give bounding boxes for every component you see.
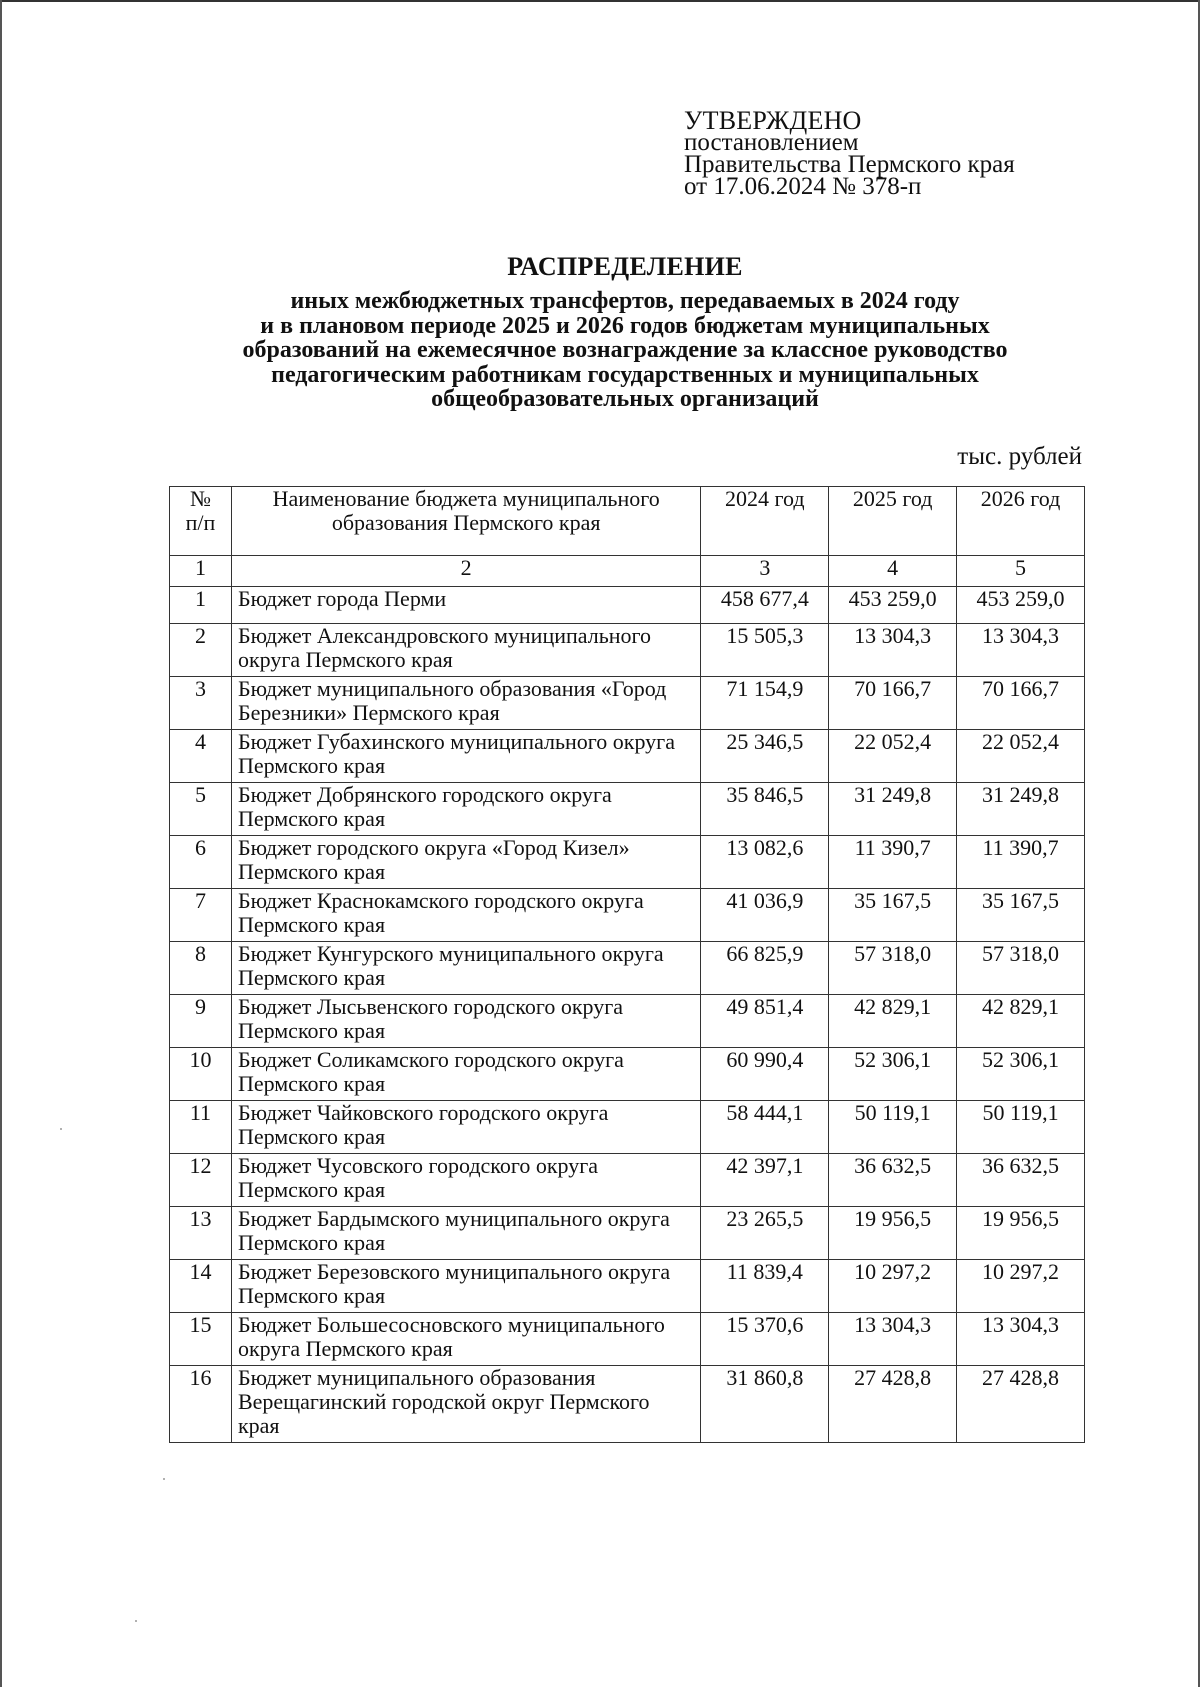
value-2024: 23 265,5	[701, 1207, 829, 1260]
budget-name: Бюджет Лысьвенского городского округа Пермского края	[231, 995, 700, 1048]
row-number: 5	[170, 783, 232, 836]
value-2026: 42 829,1	[957, 995, 1085, 1048]
budget-name: Бюджет Чусовского городского округа Пермского края	[231, 1154, 700, 1207]
value-2026: 11 390,7	[957, 836, 1085, 889]
value-2025: 453 259,0	[829, 587, 957, 624]
approval-line-3: от 17.06.2024 № 378-п	[684, 173, 922, 200]
value-2024: 35 846,5	[701, 783, 829, 836]
value-2026: 35 167,5	[957, 889, 1085, 942]
table-row	[170, 677, 1085, 730]
value-2025: 42 829,1	[829, 995, 957, 1048]
value-2026: 70 166,7	[957, 677, 1085, 730]
budget-name: Бюджет Добрянского городского округа Пермского края	[231, 783, 700, 836]
value-2024: 13 082,6	[701, 836, 829, 889]
scan-speck	[60, 1128, 62, 1130]
row-number: 14	[170, 1260, 232, 1313]
value-2024: 15 505,3	[701, 624, 829, 677]
value-2024: 66 825,9	[701, 942, 829, 995]
row-number: 4	[170, 730, 232, 783]
table-row	[170, 889, 1085, 942]
value-2024: 41 036,9	[701, 889, 829, 942]
table-row	[170, 730, 1085, 783]
header-name-line2: образования Пермского края	[331, 510, 601, 535]
value-2024: 71 154,9	[701, 677, 829, 730]
table-row	[170, 1366, 1085, 1443]
row-number: 13	[170, 1207, 232, 1260]
value-2025: 27 428,8	[829, 1366, 957, 1443]
header-2024: 2024 год	[701, 487, 829, 556]
subtitle-line: общеобразовательных организаций	[431, 386, 819, 412]
value-2026: 453 259,0	[957, 587, 1085, 624]
value-2025: 70 166,7	[829, 677, 957, 730]
allocation-table	[169, 486, 1085, 1443]
approval-stamp-block	[684, 106, 1015, 200]
column-index: 3	[701, 556, 829, 587]
budget-name: Бюджет Краснокамского городского округа Пермского края	[231, 889, 700, 942]
value-2025: 57 318,0	[829, 942, 957, 995]
budget-name: Бюджет городского округа «Город Кизел» Пермского края	[231, 836, 700, 889]
table-row	[170, 1101, 1085, 1154]
budget-name: Бюджет муниципального образования Верещагинский городской округ Пермского края	[231, 1366, 700, 1443]
header-2026: 2026 год	[957, 487, 1085, 556]
value-2026: 13 304,3	[957, 1313, 1085, 1366]
row-number: 12	[170, 1154, 232, 1207]
column-index: 4	[829, 556, 957, 587]
page-edge-top	[0, 0, 1200, 2]
value-2024: 58 444,1	[701, 1101, 829, 1154]
value-2025: 13 304,3	[829, 624, 957, 677]
subtitle-line: образований на ежемесячное вознаграждение за классное руководство	[242, 337, 1008, 363]
value-2025: 19 956,5	[829, 1207, 957, 1260]
column-index: 1	[170, 556, 232, 587]
table-row	[170, 995, 1085, 1048]
header-2025: 2025 год	[829, 487, 957, 556]
row-number: 10	[170, 1048, 232, 1101]
budget-name: Бюджет Березовского муниципального округа Пермского края	[231, 1260, 700, 1313]
row-number: 3	[170, 677, 232, 730]
value-2025: 35 167,5	[829, 889, 957, 942]
value-2026: 22 052,4	[957, 730, 1085, 783]
table-row	[170, 942, 1085, 995]
budget-name: Бюджет Большесосновского муниципального округа Пермского края	[231, 1313, 700, 1366]
value-2025: 31 249,8	[829, 783, 957, 836]
value-2025: 11 390,7	[829, 836, 957, 889]
column-index-row	[170, 556, 1085, 587]
value-2024: 49 851,4	[701, 995, 829, 1048]
column-index: 5	[957, 556, 1085, 587]
table-header-row	[170, 487, 1085, 556]
budget-name: Бюджет Соликамского городского округа Пермского края	[231, 1048, 700, 1101]
table-row	[170, 783, 1085, 836]
value-2026: 13 304,3	[957, 624, 1085, 677]
row-number: 1	[170, 587, 232, 624]
value-2026: 57 318,0	[957, 942, 1085, 995]
value-2026: 19 956,5	[957, 1207, 1085, 1260]
document-title: РАСПРЕДЕЛЕНИЕ	[507, 252, 743, 281]
row-number: 6	[170, 836, 232, 889]
value-2026: 36 632,5	[957, 1154, 1085, 1207]
value-2026: 50 119,1	[957, 1101, 1085, 1154]
value-2024: 15 370,6	[701, 1313, 829, 1366]
value-2026: 10 297,2	[957, 1260, 1085, 1313]
value-2025: 50 119,1	[829, 1101, 957, 1154]
row-number: 7	[170, 889, 232, 942]
budget-name: Бюджет Бардымского муниципального округа Пермского края	[231, 1207, 700, 1260]
table-row	[170, 1207, 1085, 1260]
units-label: тыс. рублей	[957, 443, 1082, 470]
value-2026: 31 249,8	[957, 783, 1085, 836]
budget-name: Бюджет города Перми	[231, 587, 700, 624]
value-2026: 52 306,1	[957, 1048, 1085, 1101]
value-2025: 13 304,3	[829, 1313, 957, 1366]
table-row	[170, 587, 1085, 624]
approval-line-1: постановлением	[684, 129, 859, 156]
header-name-line1: Наименование бюджета муниципального	[272, 486, 660, 511]
budget-name: Бюджет Кунгурского муниципального округа Пермского края	[231, 942, 700, 995]
row-number: 9	[170, 995, 232, 1048]
value-2024: 25 346,5	[701, 730, 829, 783]
table-row	[170, 624, 1085, 677]
table-row	[170, 1260, 1085, 1313]
budget-name: Бюджет муниципального образования «Город Березники» Пермского края	[231, 677, 700, 730]
header-number-line2: п/п	[185, 510, 216, 535]
header-number	[170, 487, 232, 556]
budget-name: Бюджет Губахинского муниципального округа Пермского края	[231, 730, 700, 783]
value-2024: 31 860,8	[701, 1366, 829, 1443]
document-subtitle	[160, 289, 1090, 412]
column-index: 2	[231, 556, 700, 587]
table-row	[170, 1154, 1085, 1207]
value-2024: 458 677,4	[701, 587, 829, 624]
value-2025: 22 052,4	[829, 730, 957, 783]
budget-name: Бюджет Чайковского городского округа Пермского края	[231, 1101, 700, 1154]
row-number: 15	[170, 1313, 232, 1366]
value-2024: 42 397,1	[701, 1154, 829, 1207]
subtitle-line: педагогическим работникам государственных и муниципальных	[271, 361, 979, 388]
scan-speck	[135, 1620, 137, 1622]
table-row	[170, 836, 1085, 889]
value-2026: 27 428,8	[957, 1366, 1085, 1443]
approval-stamp: УТВЕРЖДЕНО	[684, 106, 862, 135]
approval-line-2: Правительства Пермского края	[684, 151, 1015, 178]
budget-name: Бюджет Александровского муниципального округа Пермского края	[231, 624, 700, 677]
value-2025: 10 297,2	[829, 1260, 957, 1313]
value-2024: 11 839,4	[701, 1260, 829, 1313]
header-budget-name	[231, 487, 700, 556]
row-number: 2	[170, 624, 232, 677]
row-number: 8	[170, 942, 232, 995]
header-number-line1: №	[189, 486, 211, 511]
subtitle-line: и в плановом периоде 2025 и 2026 годов бюджетам муниципальных	[260, 312, 990, 339]
row-number: 16	[170, 1366, 232, 1443]
page-edge-left	[0, 0, 2, 1687]
value-2025: 36 632,5	[829, 1154, 957, 1207]
value-2024: 60 990,4	[701, 1048, 829, 1101]
table-row	[170, 1048, 1085, 1101]
subtitle-line: иных межбюджетных трансфертов, передаваемых в 2024 году	[290, 288, 960, 314]
table-row	[170, 1313, 1085, 1366]
scan-speck	[163, 1478, 165, 1480]
value-2025: 52 306,1	[829, 1048, 957, 1101]
row-number: 11	[170, 1101, 232, 1154]
